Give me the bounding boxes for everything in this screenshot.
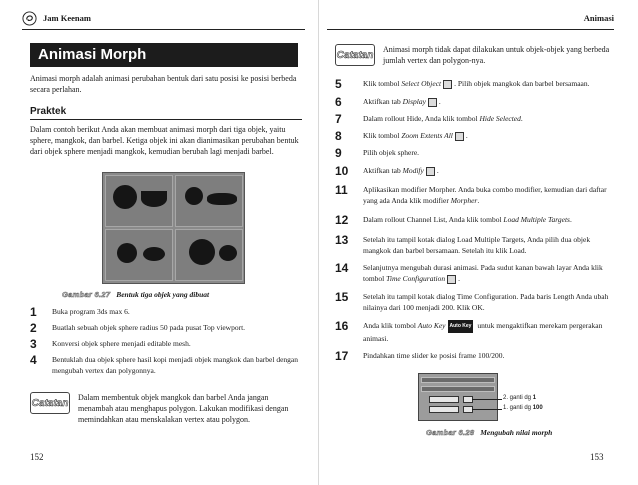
step-number: 1 bbox=[30, 305, 37, 319]
step-text: Aktifkan tab Modify . bbox=[363, 166, 439, 175]
chapter-logo-icon bbox=[22, 11, 37, 26]
sphere-object-3 bbox=[117, 243, 137, 263]
modify-tab-icon bbox=[426, 167, 435, 176]
intro-paragraph: Animasi morph adalah animasi perubahan bentuk dari satu posisi ke posisi berbeda secara perlahan. bbox=[30, 74, 297, 94]
chapter-title: Animasi Morph bbox=[30, 43, 298, 67]
bowl-object bbox=[141, 191, 167, 207]
body-paragraph: Dalam contoh berikut Anda akan membuat animasi morph dari tiga objek, yaitu sphere, mangkok, dan barbel. Ketiga objek ini akan dianimasikan perubahan bentuk dari objek sphere menjadi mangkok, kemudian berubah lagi menjadi barbel. bbox=[30, 125, 299, 156]
channel-bar bbox=[421, 377, 495, 383]
step-text: Setelah itu tampil kotak dialog Load Multiple Targets, Anda pilih dua objek mangkok dan barbel bersamaan. Setelah itu klik Load. bbox=[363, 235, 591, 255]
step-number: 4 bbox=[30, 353, 37, 367]
step-item bbox=[335, 165, 615, 177]
note-block-right bbox=[335, 44, 615, 66]
step-number: 16 bbox=[335, 319, 349, 333]
figure-title: Bentuk tiga objek yang dibuat bbox=[116, 290, 210, 299]
step-item bbox=[30, 306, 302, 318]
step-number: 10 bbox=[335, 164, 349, 178]
step-text: Buatlah sebuah objek sphere radius 50 pada pusat Top viewport. bbox=[52, 323, 246, 332]
channel-value-field bbox=[429, 396, 459, 403]
channel-value-field bbox=[429, 406, 459, 413]
step-text: Selanjutnya mengubah durasi animasi. Pada sudut kanan bawah layar Anda klik tombol Time Configuration . bbox=[363, 263, 603, 283]
step-item bbox=[30, 354, 302, 376]
step-item bbox=[335, 234, 615, 256]
barbell-object-2 bbox=[219, 245, 237, 261]
step-item bbox=[335, 113, 615, 125]
figure-label: Gambar 6.27 bbox=[62, 290, 111, 299]
step-number: 9 bbox=[335, 146, 342, 160]
step-text: Setelah itu tampil kotak dialog Time Configuration. Pada baris Length Anda ubah nilainya dari 100 menjadi 200. Klik OK. bbox=[363, 292, 609, 312]
step-text: Dalam rollout Channel List, Anda klik tombol Load Multiple Targets. bbox=[363, 215, 572, 224]
zoom-extents-all-icon bbox=[455, 132, 464, 141]
left-header-rule bbox=[22, 29, 305, 30]
channel-bar bbox=[421, 386, 495, 392]
step-text: Aktifkan tab Display . bbox=[363, 97, 441, 106]
figure-label: Gambar 6.28 bbox=[426, 428, 475, 437]
note-block-left bbox=[30, 392, 302, 425]
callout-text: 1. ganti dg 100 bbox=[503, 405, 543, 411]
step-number: 6 bbox=[335, 95, 342, 109]
step-number: 7 bbox=[335, 112, 342, 126]
step-number: 3 bbox=[30, 337, 37, 351]
time-configuration-icon bbox=[447, 275, 456, 284]
step-item bbox=[335, 291, 615, 313]
figure-viewports bbox=[102, 172, 245, 284]
step-text: Klik tombol Select Object . Pilih objek mangkok dan barbel bersamaan. bbox=[363, 79, 590, 88]
step-text: Pindahkan time slider ke posisi frame 100/200. bbox=[363, 351, 505, 360]
callout-text: 2. ganti dg 1 bbox=[503, 395, 537, 401]
step-text: Klik tombol Zoom Extents All . bbox=[363, 131, 468, 140]
step-text: Anda klik tombol Auto Key Auto Key untuk mengaktifkan merekam pergerakan animasi. bbox=[363, 321, 603, 343]
left-header-text: Jam Keenam bbox=[43, 13, 91, 23]
step-number: 8 bbox=[335, 129, 342, 143]
note-text: Dalam membentuk objek mangkok dan barbel Anda jangan menambah atau menghapus polygon. Lakukan modifikasi dengan memindahkan atau menskalakan vertex atau polygon. bbox=[78, 393, 289, 424]
step-item bbox=[335, 78, 615, 90]
page-number-right: 153 bbox=[590, 452, 604, 462]
step-text: Aplikasikan modifier Morpher. Anda buka combo modifier, kemudian dari daftar yang ada Anda klik modifier Morpher. bbox=[363, 185, 607, 205]
step-item bbox=[335, 184, 615, 206]
step-item bbox=[335, 96, 615, 108]
note-text: Animasi morph tidak dapat dilakukan untuk objek-objek yang berbeda jumlah vertex dan polygon-nya. bbox=[383, 45, 610, 65]
step-item bbox=[335, 262, 615, 284]
morph-channel-figure bbox=[418, 373, 498, 421]
step-number: 2 bbox=[30, 321, 37, 335]
step-number: 14 bbox=[335, 261, 349, 275]
step-number: 17 bbox=[335, 349, 349, 363]
step-item bbox=[335, 214, 615, 226]
note-badge: Catatan bbox=[335, 44, 375, 66]
step-item bbox=[335, 350, 615, 362]
figure-caption-left bbox=[62, 290, 209, 299]
step-text: Bentuklah dua objek sphere hasil kopi menjadi objek mangkok dan barbel dengan mengubah vertex dan polygonnya. bbox=[52, 355, 298, 375]
sphere-object-4 bbox=[189, 239, 215, 265]
figure-title: Mengubah nilai morph bbox=[480, 428, 553, 437]
sphere-object bbox=[113, 185, 137, 209]
auto-key-icon: Auto Key bbox=[448, 320, 474, 333]
step-item bbox=[335, 130, 615, 142]
step-text: Konversi objek sphere menjadi editable mesh. bbox=[52, 339, 191, 348]
sphere-object-2 bbox=[185, 187, 203, 205]
step-text: Dalam rollout Hide, Anda klik tombol Hide Selected. bbox=[363, 114, 523, 123]
step-number: 5 bbox=[335, 77, 342, 91]
step-item bbox=[30, 322, 302, 334]
select-object-icon bbox=[443, 80, 452, 89]
figure-caption-right bbox=[426, 428, 552, 437]
page-number-left: 152 bbox=[30, 452, 44, 462]
note-badge: Catatan bbox=[30, 392, 70, 414]
right-header-text: Animasi bbox=[583, 13, 614, 23]
step-number: 15 bbox=[335, 290, 349, 304]
step-item bbox=[335, 147, 615, 159]
section-heading: Praktek bbox=[30, 106, 302, 120]
callout-leader bbox=[472, 399, 502, 400]
left-header bbox=[22, 10, 91, 26]
step-number: 13 bbox=[335, 233, 349, 247]
step-text: Pilih objek sphere. bbox=[363, 148, 420, 157]
step-number: 12 bbox=[335, 213, 349, 227]
callout-leader bbox=[472, 409, 502, 410]
right-header-rule bbox=[327, 29, 614, 30]
bowl-object-2 bbox=[143, 247, 165, 261]
step-item bbox=[30, 338, 302, 350]
step-text: Buka program 3ds max 6. bbox=[52, 307, 130, 316]
barbell-object bbox=[207, 193, 237, 205]
display-tab-icon bbox=[428, 98, 437, 107]
step-number: 11 bbox=[335, 183, 348, 197]
step-item bbox=[335, 320, 615, 344]
